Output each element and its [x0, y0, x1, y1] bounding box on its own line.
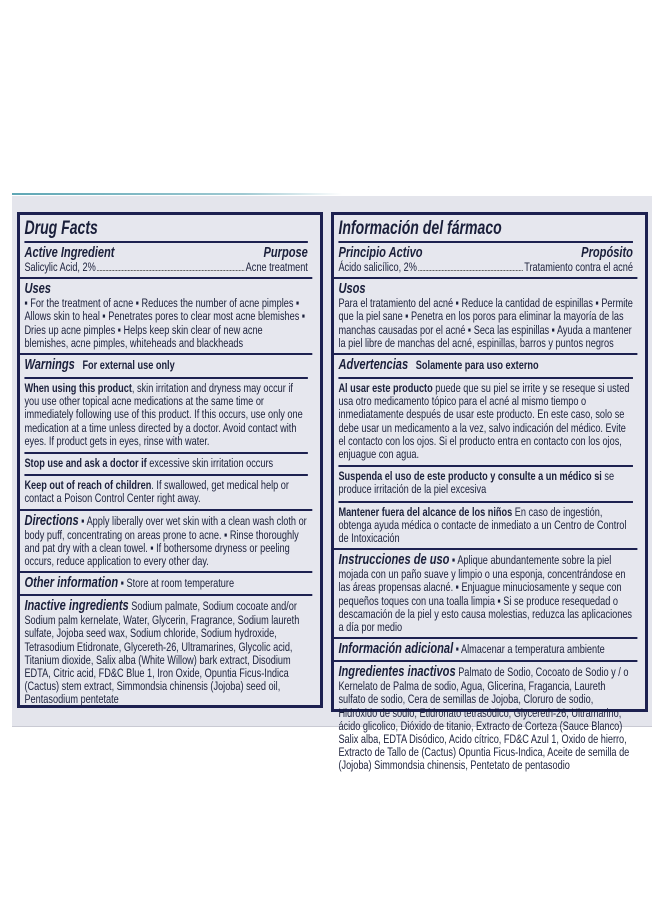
directions-section: [334, 550, 637, 639]
when-using-text: , skin irritation and dryness may occur if you use other topical acne medications at the same time or immediately following use of this product. If this occurs, use only one medication at a time unless directed by a doctor. Avoid contact with eyes. If product gets in eyes, rinse with water.: [24, 381, 303, 448]
leader-dots: [418, 270, 522, 271]
warnings-heading: Advertencias: [338, 356, 409, 374]
uses-heading: Usos: [338, 280, 366, 298]
directions-heading: Instrucciones de uso: [338, 551, 450, 569]
warnings-subheading: For external use only: [82, 358, 175, 373]
other-information-section: [334, 639, 637, 662]
purpose-heading: Propósito: [581, 244, 633, 261]
other-text: ▪ Almacenar a temperatura ambiente: [453, 642, 605, 657]
stop-use-label: Suspenda el uso de este producto y consulte a un médico si: [338, 469, 602, 484]
stop-use-text: excessive skin irritation occurs: [146, 456, 274, 471]
when-using-text: puede que su piel se irrite y se reseque si usted usa otro medicamento tópico para el acné al mismo tiempo o inmediatamente después de usar este producto. En este caso, solo se debe usar un medicamento a la vez, salvo indicación del médico. Evite el contacto con los ojos. Si el producto entra en contacto con los ojos, enjuague con agua.: [338, 381, 630, 462]
inactive-heading: Ingredientes inactivos: [338, 663, 456, 681]
when-using-label: Al usar este producto: [338, 381, 433, 396]
other-heading: Other information: [24, 574, 119, 592]
inactive-text: Palmato de Sodio, Cocoato de Sodio y / o Kernelato de Palma de sodio, Agua, Glicerina, Fragancia, Laureth sulfato de sodio, Cera de semillas de Jojoba, Cloruro de sodio, Hidróxido de sodio, Etidronato tetrasódico, Glycereth-26, Ultramarino, ácido glicolico, Dióxido de titanio, Extracto de Corteza (Sauce Blanco) Salix alba, EDTA Disódico, Acido cítrico, FD&C Azul 1, Oxido de hierro, Extracto de Tallo de (Cactus) Opuntia Ficus-Indica, Aceite de semilla de (Jojoba) Simmondsia chinensis, Pentetato de pentasodio: [338, 665, 630, 773]
uses-section: [334, 279, 637, 355]
uses-heading: Uses: [24, 280, 51, 298]
drug-facts-panel-spanish: [331, 212, 648, 773]
uses-text: ▪ For the treatment of acne ▪ Reduces the number of acne pimples ▪ Allows skin to heal ▪ Penetrates pores to clear most acne blemishes ▪ Dries up acne pimples ▪ Helps keep skin clear of new acne blemishes, acne pimples, whiteheads and blackheads: [24, 296, 306, 350]
directions-text: ▪ Apply liberally over wet skin with a clean wash cloth or body puff, concentrating on areas prone to acne. ▪ Rinse thoroughly and pat dry with a clean towel. ▪ If bothersome dryness or peeling occurs, reduce application to every other day.: [24, 513, 307, 569]
active-value: Salicylic Acid, 2%: [24, 260, 96, 274]
inactive-ingredients-section: [20, 596, 312, 709]
warnings-heading: Warnings: [24, 356, 75, 374]
keep-out-text: En caso de ingestión, obtenga ayuda médica o contacte de inmediato a un Centro de Control de Intoxicación: [338, 504, 627, 546]
uses-text: Para el tratamiento del acné ▪ Reduce la cantidad de espinillas ▪ Permite que la piel sane ▪ Penetra en los poros para eliminar la mayoría de las manchas causadas por el acné ▪ Seca las espinillas ▪ Ayuda a mantener la piel libre de manchas del acné, espinillas, barros y puntos negros: [338, 296, 633, 350]
panel-title: Drug Facts: [24, 217, 307, 243]
panel-title: Información del fármaco: [338, 217, 633, 243]
inactive-ingredients-section: [334, 662, 637, 775]
when-using-label: When using this product: [24, 381, 132, 396]
other-text: ▪ Store at room temperature: [118, 576, 235, 591]
other-information-section: [20, 573, 312, 596]
other-heading: Información adicional: [338, 640, 454, 658]
keep-out-label: Mantener fuera del alcance de los niños: [338, 504, 513, 519]
stop-use-text: se produce irritación de la piel excesiva: [338, 469, 615, 497]
active-value: Ácido salicílico, 2%: [338, 260, 417, 274]
warnings-subheading: Solamente para uso externo: [415, 358, 539, 373]
purpose-value: Acne treatment: [245, 260, 308, 274]
directions-section: [20, 511, 312, 574]
warnings-section: [20, 355, 312, 511]
directions-heading: Directions: [24, 511, 79, 529]
inactive-text: Sodium palmate, Sodium cocoate and/or Sodium palm kernelate, Water, Glycerin, Fragrance, Sodium laureth sulfate, Jojoba seed wax, Sodium chloride, Sodium hydroxide, Tetrasodium Etidronate, Glycereth-26, Ultramarines, Glycolic acid, Titanium dioxide, Salix alba (White Willow) bark extract, Disodium EDTA, Citric acid, FD&C Blue 1, Iron Oxide, Opuntia Ficus-Indica (Cactus) stem extract, Simmondsia chinensis (Jojoba) seed oil, Pentasodium pentetate: [24, 599, 300, 707]
active-ingredient-section: [20, 215, 312, 279]
keep-out-text: . If swallowed, get medical help or contact a Poison Control Center right away.: [24, 478, 289, 506]
teal-stripe: [12, 193, 342, 195]
active-heading: Principio Activo: [338, 244, 423, 261]
warnings-section: [334, 355, 637, 550]
stop-use-label: Stop use and ask a doctor if: [24, 456, 147, 471]
inactive-heading: Inactive ingredients: [24, 597, 129, 615]
active-ingredient-section: [334, 215, 637, 279]
uses-section: [20, 279, 312, 355]
keep-out-label: Keep out of reach of children: [24, 478, 152, 493]
leader-dots: [97, 270, 244, 271]
purpose-value: Tratamiento contra el acné: [524, 260, 633, 274]
directions-text: ▪ Aplique abundantemente sobre la piel mojada con un paño suave y limpio o una esponja, concentrándose en las áreas propensas alacné. ▪ Enjuague minuciosamente y seque con pequeños toques con una toalla limpia ▪ Si se produce resequedad o descamación de la piel y esto causa molestias, reduzca las aplicaciones a día por medio: [338, 553, 633, 635]
purpose-heading: Purpose: [263, 244, 308, 261]
active-heading: Active Ingredient: [24, 244, 115, 261]
drug-facts-panel-english: [17, 212, 323, 708]
